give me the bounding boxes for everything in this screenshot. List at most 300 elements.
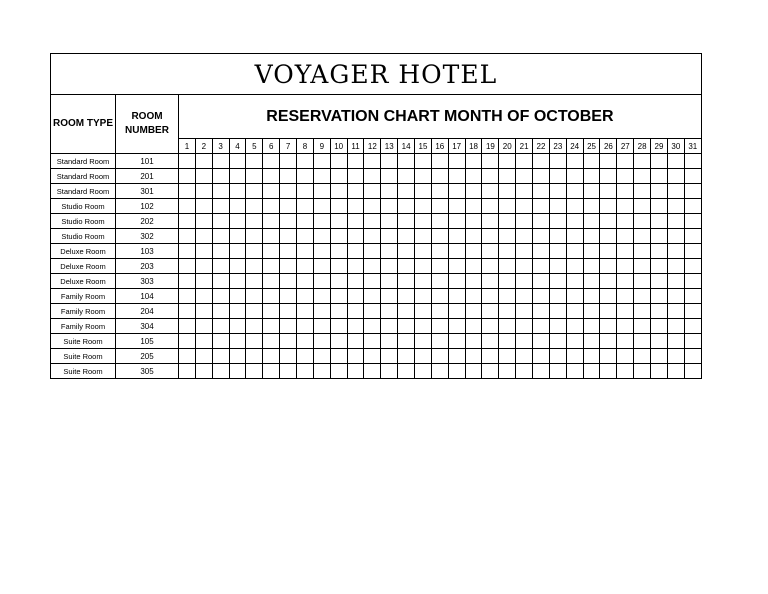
reservation-cell[interactable]	[482, 334, 499, 349]
reservation-cell[interactable]	[364, 364, 381, 379]
reservation-cell[interactable]	[415, 304, 432, 319]
reservation-cell[interactable]	[448, 334, 465, 349]
reservation-cell[interactable]	[667, 229, 684, 244]
reservation-cell[interactable]	[297, 244, 314, 259]
reservation-cell[interactable]	[533, 244, 550, 259]
reservation-cell[interactable]	[448, 169, 465, 184]
reservation-cell[interactable]	[280, 274, 297, 289]
reservation-cell[interactable]	[516, 364, 533, 379]
reservation-cell[interactable]	[229, 349, 246, 364]
reservation-cell[interactable]	[583, 349, 600, 364]
reservation-cell[interactable]	[195, 259, 212, 274]
reservation-cell[interactable]	[516, 289, 533, 304]
reservation-cell[interactable]	[381, 364, 398, 379]
reservation-cell[interactable]	[566, 349, 583, 364]
reservation-cell[interactable]	[313, 319, 330, 334]
reservation-cell[interactable]	[179, 214, 196, 229]
reservation-cell[interactable]	[465, 349, 482, 364]
reservation-cell[interactable]	[499, 154, 516, 169]
reservation-cell[interactable]	[684, 199, 701, 214]
reservation-cell[interactable]	[229, 169, 246, 184]
reservation-cell[interactable]	[381, 274, 398, 289]
reservation-cell[interactable]	[381, 199, 398, 214]
reservation-cell[interactable]	[313, 184, 330, 199]
reservation-cell[interactable]	[651, 169, 668, 184]
reservation-cell[interactable]	[533, 349, 550, 364]
reservation-cell[interactable]	[179, 169, 196, 184]
reservation-cell[interactable]	[263, 229, 280, 244]
reservation-cell[interactable]	[448, 274, 465, 289]
reservation-cell[interactable]	[549, 199, 566, 214]
reservation-cell[interactable]	[263, 169, 280, 184]
reservation-cell[interactable]	[465, 259, 482, 274]
reservation-cell[interactable]	[684, 154, 701, 169]
reservation-cell[interactable]	[364, 349, 381, 364]
reservation-cell[interactable]	[499, 199, 516, 214]
reservation-cell[interactable]	[195, 214, 212, 229]
reservation-cell[interactable]	[634, 229, 651, 244]
reservation-cell[interactable]	[431, 334, 448, 349]
reservation-cell[interactable]	[617, 169, 634, 184]
reservation-cell[interactable]	[667, 154, 684, 169]
reservation-cell[interactable]	[280, 319, 297, 334]
reservation-cell[interactable]	[229, 154, 246, 169]
reservation-cell[interactable]	[684, 259, 701, 274]
reservation-cell[interactable]	[448, 349, 465, 364]
reservation-cell[interactable]	[465, 319, 482, 334]
reservation-cell[interactable]	[347, 184, 364, 199]
reservation-cell[interactable]	[651, 334, 668, 349]
reservation-cell[interactable]	[566, 274, 583, 289]
reservation-cell[interactable]	[516, 229, 533, 244]
reservation-cell[interactable]	[684, 274, 701, 289]
reservation-cell[interactable]	[583, 154, 600, 169]
reservation-cell[interactable]	[229, 289, 246, 304]
reservation-cell[interactable]	[448, 214, 465, 229]
reservation-cell[interactable]	[431, 259, 448, 274]
reservation-cell[interactable]	[600, 154, 617, 169]
reservation-cell[interactable]	[381, 259, 398, 274]
reservation-cell[interactable]	[448, 154, 465, 169]
reservation-cell[interactable]	[347, 259, 364, 274]
reservation-cell[interactable]	[330, 304, 347, 319]
reservation-cell[interactable]	[566, 319, 583, 334]
reservation-cell[interactable]	[263, 184, 280, 199]
reservation-cell[interactable]	[398, 259, 415, 274]
reservation-cell[interactable]	[415, 154, 432, 169]
reservation-cell[interactable]	[381, 349, 398, 364]
reservation-cell[interactable]	[212, 184, 229, 199]
reservation-cell[interactable]	[684, 244, 701, 259]
reservation-cell[interactable]	[583, 199, 600, 214]
reservation-cell[interactable]	[533, 199, 550, 214]
reservation-cell[interactable]	[583, 289, 600, 304]
reservation-cell[interactable]	[634, 304, 651, 319]
reservation-cell[interactable]	[246, 349, 263, 364]
reservation-cell[interactable]	[179, 199, 196, 214]
reservation-cell[interactable]	[448, 229, 465, 244]
reservation-cell[interactable]	[263, 349, 280, 364]
reservation-cell[interactable]	[263, 334, 280, 349]
reservation-cell[interactable]	[465, 304, 482, 319]
reservation-cell[interactable]	[499, 274, 516, 289]
reservation-cell[interactable]	[381, 184, 398, 199]
reservation-cell[interactable]	[684, 349, 701, 364]
reservation-cell[interactable]	[667, 289, 684, 304]
reservation-cell[interactable]	[617, 154, 634, 169]
reservation-cell[interactable]	[398, 319, 415, 334]
reservation-cell[interactable]	[297, 349, 314, 364]
reservation-cell[interactable]	[448, 244, 465, 259]
reservation-cell[interactable]	[263, 364, 280, 379]
reservation-cell[interactable]	[600, 199, 617, 214]
reservation-cell[interactable]	[617, 214, 634, 229]
reservation-cell[interactable]	[398, 214, 415, 229]
reservation-cell[interactable]	[533, 229, 550, 244]
reservation-cell[interactable]	[667, 319, 684, 334]
reservation-cell[interactable]	[465, 229, 482, 244]
reservation-cell[interactable]	[195, 319, 212, 334]
reservation-cell[interactable]	[313, 274, 330, 289]
reservation-cell[interactable]	[229, 364, 246, 379]
reservation-cell[interactable]	[600, 319, 617, 334]
reservation-cell[interactable]	[684, 364, 701, 379]
reservation-cell[interactable]	[549, 319, 566, 334]
reservation-cell[interactable]	[465, 244, 482, 259]
reservation-cell[interactable]	[229, 319, 246, 334]
reservation-cell[interactable]	[297, 214, 314, 229]
reservation-cell[interactable]	[313, 229, 330, 244]
reservation-cell[interactable]	[330, 199, 347, 214]
reservation-cell[interactable]	[482, 349, 499, 364]
reservation-cell[interactable]	[381, 319, 398, 334]
reservation-cell[interactable]	[212, 229, 229, 244]
reservation-cell[interactable]	[651, 214, 668, 229]
reservation-cell[interactable]	[499, 214, 516, 229]
reservation-cell[interactable]	[667, 334, 684, 349]
reservation-cell[interactable]	[330, 289, 347, 304]
reservation-cell[interactable]	[516, 319, 533, 334]
reservation-cell[interactable]	[482, 244, 499, 259]
reservation-cell[interactable]	[431, 229, 448, 244]
reservation-cell[interactable]	[179, 244, 196, 259]
reservation-cell[interactable]	[482, 169, 499, 184]
reservation-cell[interactable]	[516, 274, 533, 289]
reservation-cell[interactable]	[212, 214, 229, 229]
reservation-cell[interactable]	[415, 244, 432, 259]
reservation-cell[interactable]	[297, 274, 314, 289]
reservation-cell[interactable]	[330, 334, 347, 349]
reservation-cell[interactable]	[634, 184, 651, 199]
reservation-cell[interactable]	[313, 169, 330, 184]
reservation-cell[interactable]	[533, 184, 550, 199]
reservation-cell[interactable]	[634, 169, 651, 184]
reservation-cell[interactable]	[364, 169, 381, 184]
reservation-cell[interactable]	[667, 169, 684, 184]
reservation-cell[interactable]	[583, 364, 600, 379]
reservation-cell[interactable]	[667, 364, 684, 379]
reservation-cell[interactable]	[246, 274, 263, 289]
reservation-cell[interactable]	[617, 244, 634, 259]
reservation-cell[interactable]	[499, 319, 516, 334]
reservation-cell[interactable]	[431, 319, 448, 334]
reservation-cell[interactable]	[684, 184, 701, 199]
reservation-cell[interactable]	[465, 199, 482, 214]
reservation-cell[interactable]	[533, 274, 550, 289]
reservation-cell[interactable]	[465, 334, 482, 349]
reservation-cell[interactable]	[600, 214, 617, 229]
reservation-cell[interactable]	[549, 214, 566, 229]
reservation-cell[interactable]	[583, 319, 600, 334]
reservation-cell[interactable]	[499, 334, 516, 349]
reservation-cell[interactable]	[448, 199, 465, 214]
reservation-cell[interactable]	[330, 169, 347, 184]
reservation-cell[interactable]	[415, 184, 432, 199]
reservation-cell[interactable]	[566, 244, 583, 259]
reservation-cell[interactable]	[667, 349, 684, 364]
reservation-cell[interactable]	[600, 274, 617, 289]
reservation-cell[interactable]	[330, 319, 347, 334]
reservation-cell[interactable]	[195, 184, 212, 199]
reservation-cell[interactable]	[297, 154, 314, 169]
reservation-cell[interactable]	[600, 304, 617, 319]
reservation-cell[interactable]	[313, 349, 330, 364]
reservation-cell[interactable]	[280, 349, 297, 364]
reservation-cell[interactable]	[280, 214, 297, 229]
reservation-cell[interactable]	[617, 199, 634, 214]
reservation-cell[interactable]	[381, 244, 398, 259]
reservation-cell[interactable]	[229, 274, 246, 289]
reservation-cell[interactable]	[195, 154, 212, 169]
reservation-cell[interactable]	[549, 259, 566, 274]
reservation-cell[interactable]	[415, 199, 432, 214]
reservation-cell[interactable]	[431, 349, 448, 364]
reservation-cell[interactable]	[179, 304, 196, 319]
reservation-cell[interactable]	[482, 274, 499, 289]
reservation-cell[interactable]	[297, 289, 314, 304]
reservation-cell[interactable]	[297, 334, 314, 349]
reservation-cell[interactable]	[179, 319, 196, 334]
reservation-cell[interactable]	[297, 184, 314, 199]
reservation-cell[interactable]	[280, 229, 297, 244]
reservation-cell[interactable]	[651, 199, 668, 214]
reservation-cell[interactable]	[212, 364, 229, 379]
reservation-cell[interactable]	[684, 319, 701, 334]
reservation-cell[interactable]	[415, 214, 432, 229]
reservation-cell[interactable]	[347, 229, 364, 244]
reservation-cell[interactable]	[313, 214, 330, 229]
reservation-cell[interactable]	[280, 289, 297, 304]
reservation-cell[interactable]	[212, 319, 229, 334]
reservation-cell[interactable]	[280, 304, 297, 319]
reservation-cell[interactable]	[516, 169, 533, 184]
reservation-cell[interactable]	[533, 154, 550, 169]
reservation-cell[interactable]	[212, 154, 229, 169]
reservation-cell[interactable]	[651, 364, 668, 379]
reservation-cell[interactable]	[431, 214, 448, 229]
reservation-cell[interactable]	[347, 319, 364, 334]
reservation-cell[interactable]	[398, 184, 415, 199]
reservation-cell[interactable]	[549, 184, 566, 199]
reservation-cell[interactable]	[246, 199, 263, 214]
reservation-cell[interactable]	[600, 289, 617, 304]
reservation-cell[interactable]	[330, 244, 347, 259]
reservation-cell[interactable]	[398, 349, 415, 364]
reservation-cell[interactable]	[516, 154, 533, 169]
reservation-cell[interactable]	[280, 184, 297, 199]
reservation-cell[interactable]	[195, 349, 212, 364]
reservation-cell[interactable]	[482, 229, 499, 244]
reservation-cell[interactable]	[549, 364, 566, 379]
reservation-cell[interactable]	[448, 184, 465, 199]
reservation-cell[interactable]	[263, 214, 280, 229]
reservation-cell[interactable]	[533, 304, 550, 319]
reservation-cell[interactable]	[482, 304, 499, 319]
reservation-cell[interactable]	[229, 244, 246, 259]
reservation-cell[interactable]	[549, 334, 566, 349]
reservation-cell[interactable]	[347, 214, 364, 229]
reservation-cell[interactable]	[516, 214, 533, 229]
reservation-cell[interactable]	[415, 229, 432, 244]
reservation-cell[interactable]	[195, 274, 212, 289]
reservation-cell[interactable]	[415, 169, 432, 184]
reservation-cell[interactable]	[583, 304, 600, 319]
reservation-cell[interactable]	[415, 334, 432, 349]
reservation-cell[interactable]	[398, 289, 415, 304]
reservation-cell[interactable]	[246, 289, 263, 304]
reservation-cell[interactable]	[398, 304, 415, 319]
reservation-cell[interactable]	[583, 214, 600, 229]
reservation-cell[interactable]	[179, 349, 196, 364]
reservation-cell[interactable]	[246, 364, 263, 379]
reservation-cell[interactable]	[566, 304, 583, 319]
reservation-cell[interactable]	[313, 259, 330, 274]
reservation-cell[interactable]	[651, 244, 668, 259]
reservation-cell[interactable]	[465, 184, 482, 199]
reservation-cell[interactable]	[415, 259, 432, 274]
reservation-cell[interactable]	[381, 214, 398, 229]
reservation-cell[interactable]	[431, 289, 448, 304]
reservation-cell[interactable]	[179, 259, 196, 274]
reservation-cell[interactable]	[347, 199, 364, 214]
reservation-cell[interactable]	[684, 289, 701, 304]
reservation-cell[interactable]	[482, 364, 499, 379]
reservation-cell[interactable]	[499, 364, 516, 379]
reservation-cell[interactable]	[246, 154, 263, 169]
reservation-cell[interactable]	[533, 319, 550, 334]
reservation-cell[interactable]	[667, 304, 684, 319]
reservation-cell[interactable]	[583, 169, 600, 184]
reservation-cell[interactable]	[246, 259, 263, 274]
reservation-cell[interactable]	[313, 244, 330, 259]
reservation-cell[interactable]	[431, 244, 448, 259]
reservation-cell[interactable]	[651, 319, 668, 334]
reservation-cell[interactable]	[600, 349, 617, 364]
reservation-cell[interactable]	[634, 289, 651, 304]
reservation-cell[interactable]	[229, 214, 246, 229]
reservation-cell[interactable]	[212, 304, 229, 319]
reservation-cell[interactable]	[398, 169, 415, 184]
reservation-cell[interactable]	[347, 154, 364, 169]
reservation-cell[interactable]	[263, 319, 280, 334]
reservation-cell[interactable]	[651, 229, 668, 244]
reservation-cell[interactable]	[482, 154, 499, 169]
reservation-cell[interactable]	[600, 259, 617, 274]
reservation-cell[interactable]	[499, 169, 516, 184]
reservation-cell[interactable]	[330, 229, 347, 244]
reservation-cell[interactable]	[617, 229, 634, 244]
reservation-cell[interactable]	[634, 244, 651, 259]
reservation-cell[interactable]	[667, 214, 684, 229]
reservation-cell[interactable]	[549, 229, 566, 244]
reservation-cell[interactable]	[617, 289, 634, 304]
reservation-cell[interactable]	[313, 154, 330, 169]
reservation-cell[interactable]	[651, 289, 668, 304]
reservation-cell[interactable]	[246, 334, 263, 349]
reservation-cell[interactable]	[364, 154, 381, 169]
reservation-cell[interactable]	[297, 229, 314, 244]
reservation-cell[interactable]	[263, 274, 280, 289]
reservation-cell[interactable]	[195, 169, 212, 184]
reservation-cell[interactable]	[566, 169, 583, 184]
reservation-cell[interactable]	[617, 259, 634, 274]
reservation-cell[interactable]	[482, 289, 499, 304]
reservation-cell[interactable]	[179, 154, 196, 169]
reservation-cell[interactable]	[330, 364, 347, 379]
reservation-cell[interactable]	[651, 274, 668, 289]
reservation-cell[interactable]	[313, 199, 330, 214]
reservation-cell[interactable]	[549, 169, 566, 184]
reservation-cell[interactable]	[566, 364, 583, 379]
reservation-cell[interactable]	[347, 274, 364, 289]
reservation-cell[interactable]	[364, 259, 381, 274]
reservation-cell[interactable]	[246, 184, 263, 199]
reservation-cell[interactable]	[600, 169, 617, 184]
reservation-cell[interactable]	[549, 154, 566, 169]
reservation-cell[interactable]	[263, 244, 280, 259]
reservation-cell[interactable]	[549, 304, 566, 319]
reservation-cell[interactable]	[634, 274, 651, 289]
reservation-cell[interactable]	[533, 334, 550, 349]
reservation-cell[interactable]	[263, 304, 280, 319]
reservation-cell[interactable]	[246, 214, 263, 229]
reservation-cell[interactable]	[465, 169, 482, 184]
reservation-cell[interactable]	[415, 274, 432, 289]
reservation-cell[interactable]	[651, 154, 668, 169]
reservation-cell[interactable]	[229, 259, 246, 274]
reservation-cell[interactable]	[347, 364, 364, 379]
reservation-cell[interactable]	[229, 184, 246, 199]
reservation-cell[interactable]	[330, 274, 347, 289]
reservation-cell[interactable]	[313, 334, 330, 349]
reservation-cell[interactable]	[364, 289, 381, 304]
reservation-cell[interactable]	[330, 349, 347, 364]
reservation-cell[interactable]	[179, 274, 196, 289]
reservation-cell[interactable]	[465, 214, 482, 229]
reservation-cell[interactable]	[566, 259, 583, 274]
reservation-cell[interactable]	[212, 199, 229, 214]
reservation-cell[interactable]	[499, 304, 516, 319]
reservation-cell[interactable]	[330, 184, 347, 199]
reservation-cell[interactable]	[347, 334, 364, 349]
reservation-cell[interactable]	[600, 334, 617, 349]
reservation-cell[interactable]	[280, 334, 297, 349]
reservation-cell[interactable]	[583, 184, 600, 199]
reservation-cell[interactable]	[398, 364, 415, 379]
reservation-cell[interactable]	[431, 184, 448, 199]
reservation-cell[interactable]	[297, 304, 314, 319]
reservation-cell[interactable]	[212, 334, 229, 349]
